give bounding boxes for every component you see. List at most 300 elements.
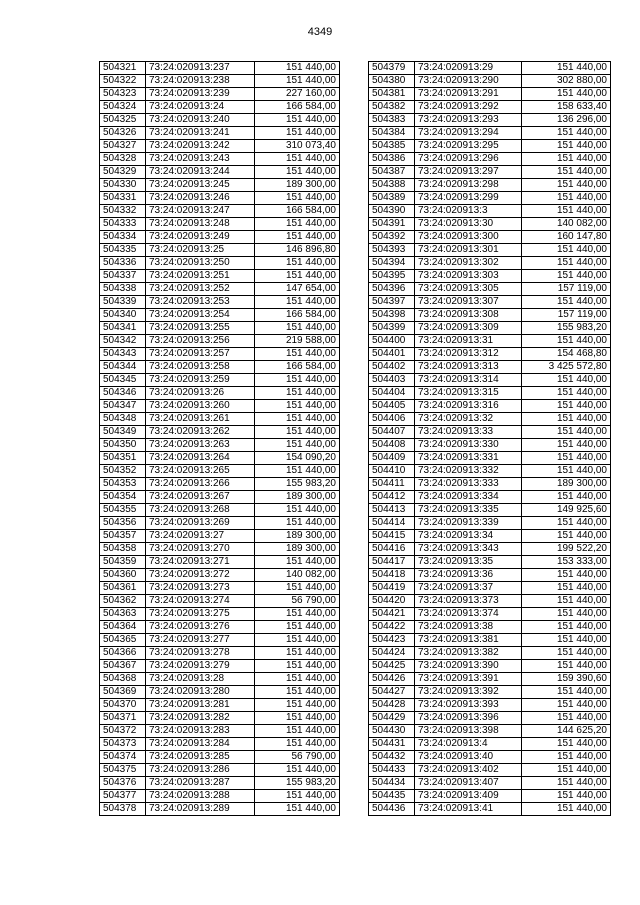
cadastral-number-cell: 73:24:020913:316: [415, 400, 522, 413]
value-cell: 151 440,00: [255, 413, 340, 426]
record-number-cell: 504350: [100, 439, 146, 452]
value-cell: 151 440,00: [522, 660, 611, 673]
cadastral-number-cell: 73:24:020913:273: [146, 582, 255, 595]
record-number-cell: 504414: [369, 517, 415, 530]
value-cell: 227 160,00: [255, 88, 340, 101]
record-number-cell: 504369: [100, 686, 146, 699]
cadastral-number-cell: 73:24:020913:312: [415, 348, 522, 361]
value-cell: 144 625,20: [522, 725, 611, 738]
table-row: [369, 582, 611, 595]
table-row: [100, 166, 340, 179]
record-number-cell: 504426: [369, 673, 415, 686]
cadastral-number-cell: 73:24:020913:251: [146, 270, 255, 283]
cadastral-number-cell: 73:24:020913:241: [146, 127, 255, 140]
table-row: [369, 465, 611, 478]
cadastral-number-cell: 73:24:020913:373: [415, 595, 522, 608]
cadastral-number-cell: 73:24:020913:38: [415, 621, 522, 634]
cadastral-number-cell: 73:24:020913:35: [415, 556, 522, 569]
cadastral-number-cell: 73:24:020913:37: [415, 582, 522, 595]
table-row: [369, 231, 611, 244]
record-number-cell: 504397: [369, 296, 415, 309]
cadastral-number-cell: 73:24:020913:247: [146, 205, 255, 218]
record-number-cell: 504391: [369, 218, 415, 231]
table-row: [369, 660, 611, 673]
value-cell: 151 440,00: [255, 192, 340, 205]
cadastral-number-cell: 73:24:020913:30: [415, 218, 522, 231]
table-row: [369, 595, 611, 608]
record-number-cell: 504431: [369, 738, 415, 751]
record-number-cell: 504328: [100, 153, 146, 166]
record-number-cell: 504398: [369, 309, 415, 322]
record-number-cell: 504326: [100, 127, 146, 140]
value-cell: 149 925,60: [522, 504, 611, 517]
record-number-cell: 504392: [369, 231, 415, 244]
record-number-cell: 504365: [100, 634, 146, 647]
ledger-table-left: [99, 61, 340, 816]
value-cell: 151 440,00: [255, 608, 340, 621]
table-row: [100, 660, 340, 673]
cadastral-number-cell: 73:24:020913:268: [146, 504, 255, 517]
cadastral-number-cell: 73:24:020913:398: [415, 725, 522, 738]
cadastral-number-cell: 73:24:020913:287: [146, 777, 255, 790]
table-row: [100, 530, 340, 543]
value-cell: 151 440,00: [522, 296, 611, 309]
table-row: [369, 790, 611, 803]
value-cell: 151 440,00: [255, 621, 340, 634]
record-number-cell: 504339: [100, 296, 146, 309]
table-row: [100, 75, 340, 88]
cadastral-number-cell: 73:24:020913:255: [146, 322, 255, 335]
record-number-cell: 504381: [369, 88, 415, 101]
record-number-cell: 504403: [369, 374, 415, 387]
value-cell: 151 440,00: [522, 426, 611, 439]
record-number-cell: 504349: [100, 426, 146, 439]
table-row: [369, 179, 611, 192]
record-number-cell: 504383: [369, 114, 415, 127]
value-cell: 151 440,00: [255, 322, 340, 335]
record-number-cell: 504428: [369, 699, 415, 712]
record-number-cell: 504346: [100, 387, 146, 400]
table-row: [100, 556, 340, 569]
cadastral-number-cell: 73:24:020913:260: [146, 400, 255, 413]
table-row: [369, 621, 611, 634]
record-number-cell: 504387: [369, 166, 415, 179]
table-row: [369, 101, 611, 114]
value-cell: 151 440,00: [255, 673, 340, 686]
record-number-cell: 504359: [100, 556, 146, 569]
value-cell: 151 440,00: [522, 205, 611, 218]
value-cell: 151 440,00: [255, 504, 340, 517]
table-row: [100, 257, 340, 270]
value-cell: 151 440,00: [522, 738, 611, 751]
value-cell: 151 440,00: [255, 231, 340, 244]
record-number-cell: 504395: [369, 270, 415, 283]
record-number-cell: 504373: [100, 738, 146, 751]
value-cell: 151 440,00: [255, 465, 340, 478]
record-number-cell: 504340: [100, 309, 146, 322]
cadastral-number-cell: 73:24:020913:279: [146, 660, 255, 673]
record-number-cell: 504367: [100, 660, 146, 673]
value-cell: 151 440,00: [255, 556, 340, 569]
cadastral-number-cell: 73:24:020913:315: [415, 387, 522, 400]
value-cell: 153 333,00: [522, 556, 611, 569]
table-row: [100, 387, 340, 400]
cadastral-number-cell: 73:24:020913:313: [415, 361, 522, 374]
cadastral-number-cell: 73:24:020913:272: [146, 569, 255, 582]
cadastral-number-cell: 73:24:020913:285: [146, 751, 255, 764]
table-row: [100, 738, 340, 751]
record-number-cell: 504429: [369, 712, 415, 725]
value-cell: 151 440,00: [255, 153, 340, 166]
table-row: [100, 101, 340, 114]
value-cell: 56 790,00: [255, 751, 340, 764]
value-cell: 189 300,00: [255, 530, 340, 543]
table-row: [369, 738, 611, 751]
cadastral-number-cell: 73:24:020913:252: [146, 283, 255, 296]
value-cell: 151 440,00: [255, 647, 340, 660]
cadastral-number-cell: 73:24:020913:248: [146, 218, 255, 231]
record-number-cell: 504406: [369, 413, 415, 426]
cadastral-number-cell: 73:24:020913:243: [146, 153, 255, 166]
cadastral-number-cell: 73:24:020913:299: [415, 192, 522, 205]
table-row: [369, 530, 611, 543]
cadastral-number-cell: 73:24:020913:267: [146, 491, 255, 504]
cadastral-number-cell: 73:24:020913:297: [415, 166, 522, 179]
record-number-cell: 504430: [369, 725, 415, 738]
record-number-cell: 504334: [100, 231, 146, 244]
table-row: [100, 335, 340, 348]
table-row: [100, 374, 340, 387]
cadastral-number-cell: 73:24:020913:24: [146, 101, 255, 114]
value-cell: 147 654,00: [255, 283, 340, 296]
value-cell: 136 296,00: [522, 114, 611, 127]
record-number-cell: 504360: [100, 569, 146, 582]
record-number-cell: 504390: [369, 205, 415, 218]
cadastral-number-cell: 73:24:020913:392: [415, 686, 522, 699]
cadastral-number-cell: 73:24:020913:266: [146, 478, 255, 491]
value-cell: 151 440,00: [522, 374, 611, 387]
record-number-cell: 504417: [369, 556, 415, 569]
table-row: [100, 361, 340, 374]
cadastral-number-cell: 73:24:020913:282: [146, 712, 255, 725]
record-number-cell: 504325: [100, 114, 146, 127]
table-row: [100, 517, 340, 530]
cadastral-number-cell: 73:24:020913:330: [415, 439, 522, 452]
cadastral-number-cell: 73:24:020913:302: [415, 257, 522, 270]
table-row: [100, 348, 340, 361]
cadastral-number-cell: 73:24:020913:314: [415, 374, 522, 387]
cadastral-number-cell: 73:24:020913:269: [146, 517, 255, 530]
value-cell: 151 440,00: [255, 387, 340, 400]
cadastral-number-cell: 73:24:020913:303: [415, 270, 522, 283]
table-row: [369, 777, 611, 790]
record-number-cell: 504337: [100, 270, 146, 283]
cadastral-number-cell: 73:24:020913:374: [415, 608, 522, 621]
record-number-cell: 504418: [369, 569, 415, 582]
record-number-cell: 504342: [100, 335, 146, 348]
cadastral-number-cell: 73:24:020913:381: [415, 634, 522, 647]
record-number-cell: 504322: [100, 75, 146, 88]
value-cell: 151 440,00: [522, 452, 611, 465]
table-row: [100, 218, 340, 231]
table-row: [369, 140, 611, 153]
table-row: [100, 634, 340, 647]
value-cell: 151 440,00: [255, 725, 340, 738]
table-row: [369, 62, 611, 75]
record-number-cell: 504366: [100, 647, 146, 660]
value-cell: 166 584,00: [255, 205, 340, 218]
cadastral-number-cell: 73:24:020913:293: [415, 114, 522, 127]
record-number-cell: 504411: [369, 478, 415, 491]
record-number-cell: 504374: [100, 751, 146, 764]
record-number-cell: 504348: [100, 413, 146, 426]
record-number-cell: 504399: [369, 322, 415, 335]
value-cell: 151 440,00: [522, 153, 611, 166]
table-row: [369, 764, 611, 777]
value-cell: 151 440,00: [522, 803, 611, 816]
value-cell: 151 440,00: [255, 439, 340, 452]
cadastral-number-cell: 73:24:020913:382: [415, 647, 522, 660]
value-cell: 151 440,00: [522, 88, 611, 101]
value-cell: 189 300,00: [255, 491, 340, 504]
ledger-body-right: [369, 62, 611, 816]
table-row: [100, 244, 340, 257]
record-number-cell: 504323: [100, 88, 146, 101]
table-row: [100, 426, 340, 439]
record-number-cell: 504396: [369, 283, 415, 296]
record-number-cell: 504354: [100, 491, 146, 504]
record-number-cell: 504423: [369, 634, 415, 647]
value-cell: 151 440,00: [255, 374, 340, 387]
record-number-cell: 504415: [369, 530, 415, 543]
table-row: [369, 699, 611, 712]
cadastral-number-cell: 73:24:020913:390: [415, 660, 522, 673]
cadastral-number-cell: 73:24:020913:259: [146, 374, 255, 387]
table-row: [369, 322, 611, 335]
value-cell: 151 440,00: [255, 62, 340, 75]
table-row: [369, 218, 611, 231]
table-row: [369, 608, 611, 621]
value-cell: 151 440,00: [255, 114, 340, 127]
table-row: [369, 452, 611, 465]
cadastral-number-cell: 73:24:020913:294: [415, 127, 522, 140]
cadastral-number-cell: 73:24:020913:3: [415, 205, 522, 218]
table-row: [369, 504, 611, 517]
table-row: [100, 88, 340, 101]
record-number-cell: 504376: [100, 777, 146, 790]
table-row: [100, 751, 340, 764]
record-number-cell: 504371: [100, 712, 146, 725]
value-cell: 151 440,00: [255, 426, 340, 439]
cadastral-number-cell: 73:24:020913:245: [146, 179, 255, 192]
value-cell: 166 584,00: [255, 101, 340, 114]
record-number-cell: 504321: [100, 62, 146, 75]
value-cell: 151 440,00: [522, 634, 611, 647]
table-row: [369, 374, 611, 387]
value-cell: 151 440,00: [255, 712, 340, 725]
cadastral-number-cell: 73:24:020913:307: [415, 296, 522, 309]
record-number-cell: 504402: [369, 361, 415, 374]
record-number-cell: 504434: [369, 777, 415, 790]
table-row: [100, 140, 340, 153]
value-cell: 189 300,00: [255, 543, 340, 556]
value-cell: 151 440,00: [522, 608, 611, 621]
cadastral-number-cell: 73:24:020913:32: [415, 413, 522, 426]
table-row: [369, 725, 611, 738]
record-number-cell: 504385: [369, 140, 415, 153]
cadastral-number-cell: 73:24:020913:393: [415, 699, 522, 712]
table-row: [100, 153, 340, 166]
cadastral-number-cell: 73:24:020913:286: [146, 764, 255, 777]
cadastral-number-cell: 73:24:020913:291: [415, 88, 522, 101]
record-number-cell: 504355: [100, 504, 146, 517]
record-number-cell: 504351: [100, 452, 146, 465]
cadastral-number-cell: 73:24:020913:391: [415, 673, 522, 686]
record-number-cell: 504380: [369, 75, 415, 88]
value-cell: 151 440,00: [255, 166, 340, 179]
record-number-cell: 504362: [100, 595, 146, 608]
value-cell: 151 440,00: [522, 270, 611, 283]
record-number-cell: 504394: [369, 257, 415, 270]
cadastral-number-cell: 73:24:020913:281: [146, 699, 255, 712]
cadastral-number-cell: 73:24:020913:36: [415, 569, 522, 582]
record-number-cell: 504436: [369, 803, 415, 816]
value-cell: 151 440,00: [522, 179, 611, 192]
value-cell: 151 440,00: [522, 621, 611, 634]
table-row: [100, 322, 340, 335]
record-number-cell: 504425: [369, 660, 415, 673]
record-number-cell: 504331: [100, 192, 146, 205]
table-row: [100, 764, 340, 777]
table-row: [100, 400, 340, 413]
table-row: [100, 595, 340, 608]
value-cell: 151 440,00: [255, 790, 340, 803]
record-number-cell: 504327: [100, 140, 146, 153]
record-number-cell: 504382: [369, 101, 415, 114]
value-cell: 151 440,00: [255, 738, 340, 751]
value-cell: 151 440,00: [522, 647, 611, 660]
value-cell: 155 983,20: [522, 322, 611, 335]
value-cell: 189 300,00: [522, 478, 611, 491]
record-number-cell: 504343: [100, 348, 146, 361]
record-number-cell: 504413: [369, 504, 415, 517]
cadastral-number-cell: 73:24:020913:334: [415, 491, 522, 504]
record-number-cell: 504407: [369, 426, 415, 439]
value-cell: 146 896,80: [255, 244, 340, 257]
record-number-cell: 504416: [369, 543, 415, 556]
ledger-body-left: [100, 62, 340, 816]
cadastral-number-cell: 73:24:020913:256: [146, 335, 255, 348]
value-cell: 151 440,00: [522, 244, 611, 257]
value-cell: 159 390,60: [522, 673, 611, 686]
table-row: [369, 127, 611, 140]
table-row: [100, 608, 340, 621]
cadastral-number-cell: 73:24:020913:254: [146, 309, 255, 322]
value-cell: 151 440,00: [255, 348, 340, 361]
cadastral-number-cell: 73:24:020913:249: [146, 231, 255, 244]
table-row: [369, 335, 611, 348]
cadastral-number-cell: 73:24:020913:33: [415, 426, 522, 439]
table-row: [100, 686, 340, 699]
value-cell: 151 440,00: [255, 400, 340, 413]
cadastral-number-cell: 73:24:020913:331: [415, 452, 522, 465]
table-row: [369, 270, 611, 283]
table-row: [100, 231, 340, 244]
cadastral-number-cell: 73:24:020913:277: [146, 634, 255, 647]
record-number-cell: 504389: [369, 192, 415, 205]
value-cell: 160 147,80: [522, 231, 611, 244]
table-row: [369, 244, 611, 257]
record-number-cell: 504353: [100, 478, 146, 491]
cadastral-number-cell: 73:24:020913:258: [146, 361, 255, 374]
cadastral-number-cell: 73:24:020913:262: [146, 426, 255, 439]
value-cell: 151 440,00: [255, 218, 340, 231]
value-cell: 151 440,00: [255, 270, 340, 283]
cadastral-number-cell: 73:24:020913:298: [415, 179, 522, 192]
value-cell: 151 440,00: [522, 62, 611, 75]
cadastral-number-cell: 73:24:020913:27: [146, 530, 255, 543]
cadastral-number-cell: 73:24:020913:292: [415, 101, 522, 114]
cadastral-number-cell: 73:24:020913:265: [146, 465, 255, 478]
table-row: [100, 491, 340, 504]
record-number-cell: 504412: [369, 491, 415, 504]
cadastral-number-cell: 73:24:020913:26: [146, 387, 255, 400]
value-cell: 151 440,00: [522, 491, 611, 504]
value-cell: 151 440,00: [522, 790, 611, 803]
record-number-cell: 504405: [369, 400, 415, 413]
table-row: [369, 647, 611, 660]
value-cell: 151 440,00: [522, 595, 611, 608]
cadastral-number-cell: 73:24:020913:244: [146, 166, 255, 179]
table-row: [100, 309, 340, 322]
table-row: [100, 790, 340, 803]
cadastral-number-cell: 73:24:020913:274: [146, 595, 255, 608]
value-cell: 151 440,00: [255, 127, 340, 140]
value-cell: 151 440,00: [522, 582, 611, 595]
value-cell: 140 082,00: [522, 218, 611, 231]
record-number-cell: 504401: [369, 348, 415, 361]
table-row: [369, 439, 611, 452]
record-number-cell: 504433: [369, 764, 415, 777]
table-row: [100, 114, 340, 127]
value-cell: 151 440,00: [522, 257, 611, 270]
record-number-cell: 504377: [100, 790, 146, 803]
cadastral-number-cell: 73:24:020913:309: [415, 322, 522, 335]
record-number-cell: 504368: [100, 673, 146, 686]
record-number-cell: 504408: [369, 439, 415, 452]
table-row: [100, 621, 340, 634]
table-row: [369, 283, 611, 296]
record-number-cell: 504400: [369, 335, 415, 348]
value-cell: 151 440,00: [522, 413, 611, 426]
cadastral-number-cell: 73:24:020913:280: [146, 686, 255, 699]
table-row: [100, 465, 340, 478]
value-cell: 151 440,00: [255, 686, 340, 699]
value-cell: 151 440,00: [255, 296, 340, 309]
record-number-cell: 504427: [369, 686, 415, 699]
cadastral-number-cell: 73:24:020913:240: [146, 114, 255, 127]
cadastral-number-cell: 73:24:020913:237: [146, 62, 255, 75]
record-number-cell: 504356: [100, 517, 146, 530]
record-number-cell: 504357: [100, 530, 146, 543]
value-cell: 151 440,00: [522, 712, 611, 725]
value-cell: 310 073,40: [255, 140, 340, 153]
table-row: [100, 647, 340, 660]
table-row: [369, 400, 611, 413]
cadastral-number-cell: 73:24:020913:257: [146, 348, 255, 361]
cadastral-number-cell: 73:24:020913:34: [415, 530, 522, 543]
table-row: [100, 179, 340, 192]
